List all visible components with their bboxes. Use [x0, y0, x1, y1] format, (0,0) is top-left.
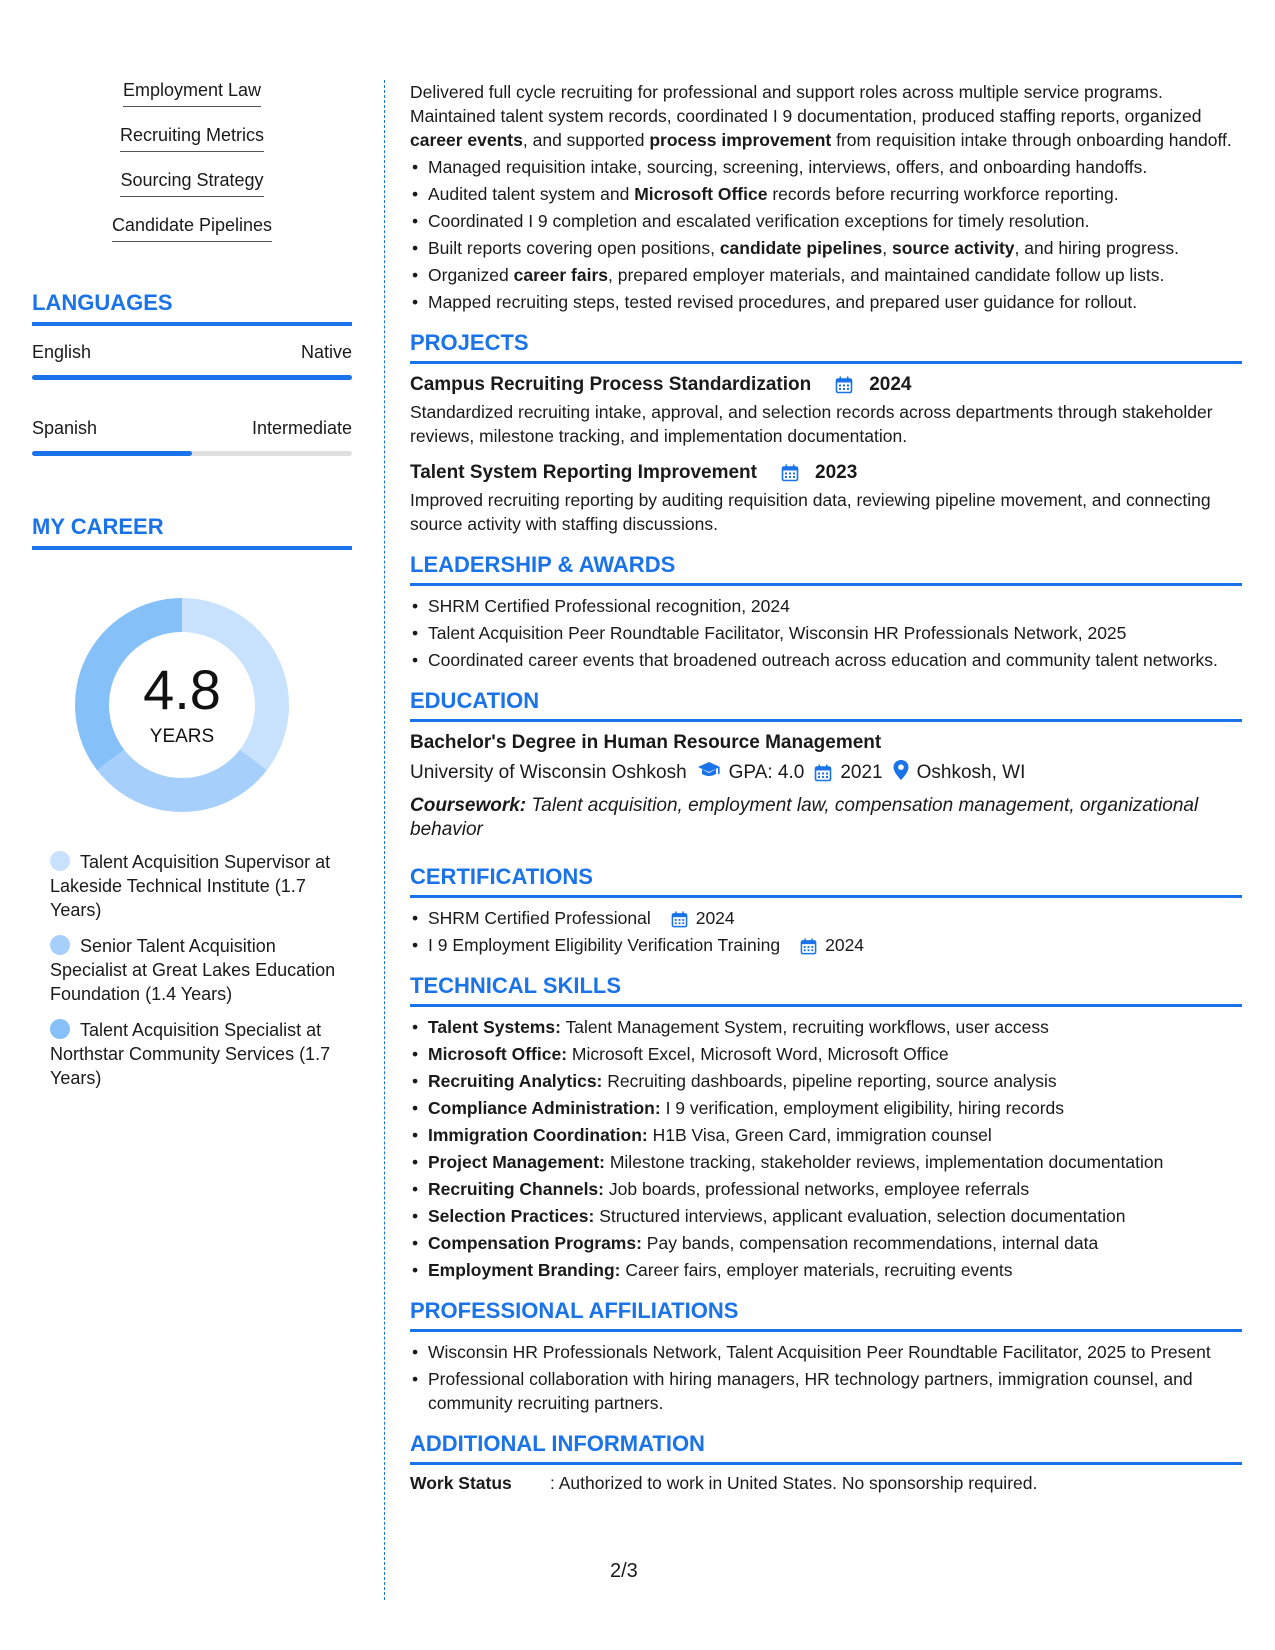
- technical-skill-item: [410, 1042, 1242, 1066]
- career-total-years: 4.8: [143, 658, 221, 721]
- education-meta: [410, 760, 1242, 786]
- experience-bullet: [410, 236, 1242, 260]
- additional-info-heading: ADDITIONAL INFORMATION: [410, 1431, 1242, 1465]
- project-description: Standardized recruiting intake, approval, and selection records across departments through stakeholder reviews, milestone tracking, and implementation documentation.: [410, 402, 1213, 446]
- technical-skill-item: [410, 1150, 1242, 1174]
- career-item-text: Talent Acquisition Supervisor at Lakeside Technical Institute (1.7 Years): [50, 852, 331, 920]
- text-run: Audited talent system and: [428, 184, 635, 204]
- skill-item: Sourcing Strategy: [120, 170, 263, 197]
- technical-skills-heading: TECHNICAL SKILLS: [410, 973, 1242, 1007]
- calendar-icon: [661, 906, 692, 930]
- career-legend-dot: [50, 935, 70, 955]
- skill-row: [32, 215, 352, 260]
- affiliation-item: • Professional collaboration with hiring managers, HR technology partners, immigration counsel, and community recruiting partners.: [410, 1367, 1242, 1415]
- skill-category: Talent Systems:: [428, 1017, 561, 1037]
- skill-category: Recruiting Channels:: [428, 1179, 604, 1199]
- language-level: Native: [300, 342, 352, 362]
- technical-skills-list: [410, 1015, 1242, 1282]
- certifications-list: [410, 906, 1242, 957]
- skill-row: [32, 125, 352, 170]
- projects-heading: PROJECTS: [410, 330, 1242, 364]
- text-run: Built reports covering open positions,: [428, 238, 720, 258]
- language-row: [32, 418, 352, 439]
- education-location: Oshkosh, WI: [916, 762, 1026, 783]
- career-heading: MY CAREER: [32, 514, 352, 550]
- bold-text: source activity: [891, 238, 1015, 258]
- location-pin-icon: [893, 760, 909, 786]
- career-legend-dot: [50, 1019, 70, 1039]
- skill-category: Compliance Administration:: [428, 1098, 661, 1118]
- text-run: Managed requisition intake, sourcing, screening, interviews, offers, and onboarding handoffs.: [428, 157, 1148, 177]
- calendar-icon: [823, 374, 861, 396]
- project-description: Improved recruiting reporting by auditing requisition data, reviewing pipeline movement, and connecting source activity with staffing discussions.: [410, 490, 1211, 534]
- bold-text: candidate pipelines: [719, 238, 883, 258]
- leadership-list: [410, 594, 1242, 672]
- language-row: [32, 342, 352, 363]
- text-run: Delivered full cycle recruiting for professional and support roles across multiple service programs. Maintained talent system records, coordinated I 9 documentation, produced staffing reports, organized: [410, 82, 1202, 126]
- leadership-item: • Talent Acquisition Peer Roundtable Facilitator, Wisconsin HR Professionals Network, 2025: [410, 621, 1242, 645]
- project-title: Talent System Reporting Improvement: [410, 462, 757, 483]
- skill-item: Candidate Pipelines: [112, 215, 272, 242]
- skill-category: Microsoft Office:: [428, 1044, 568, 1064]
- donut-center: [67, 590, 297, 820]
- language-name: English: [32, 342, 92, 362]
- technical-skill-item: [410, 1069, 1242, 1093]
- affiliations-heading: PROFESSIONAL AFFILIATIONS: [410, 1298, 1242, 1332]
- text-run: , and hiring progress.: [1014, 238, 1179, 258]
- skill-item: Recruiting Metrics: [120, 125, 264, 152]
- career-list: [32, 850, 352, 1090]
- projects-list: [410, 374, 1242, 536]
- certification-item: [410, 933, 1242, 957]
- affiliations-list: [410, 1340, 1242, 1415]
- leadership-item: • Coordinated career events that broadened outreach across education and community talent networks.: [410, 648, 1242, 672]
- text-run: Mapped recruiting steps, tested revised procedures, and prepared user guidance for rollout.: [428, 292, 1138, 312]
- skill-values: Milestone tracking, stakeholder reviews, implementation documentation: [604, 1152, 1164, 1172]
- skill-values: H1B Visa, Green Card, immigration counsel: [647, 1125, 992, 1145]
- language-name: Spanish: [32, 418, 98, 438]
- career-legend-dot: [50, 851, 70, 871]
- languages-heading: LANGUAGES: [32, 290, 352, 326]
- certification-year: 2024: [695, 908, 735, 928]
- school-name: University of Wisconsin Oshkosh: [410, 762, 687, 783]
- career-donut-chart: [67, 590, 297, 820]
- column-divider: [384, 80, 385, 1600]
- text-run: , and supported: [522, 130, 650, 150]
- text-run: , prepared employer materials, and maintained candidate follow up lists.: [608, 265, 1165, 285]
- bold-text: Microsoft Office: [634, 184, 768, 204]
- work-status-label: Work Status: [410, 1473, 512, 1493]
- bold-text: process improvement: [649, 130, 832, 150]
- project-year: 2024: [869, 374, 912, 395]
- degree-title: Bachelor's Degree in Human Resource Management: [410, 732, 882, 753]
- language-item: [32, 342, 352, 380]
- text-run: Coordinated I 9 completion and escalated verification exceptions for timely resolution.: [428, 211, 1090, 231]
- skill-values: Recruiting dashboards, pipeline reporting, source analysis: [602, 1071, 1057, 1091]
- experience-bullet: [410, 182, 1242, 206]
- calendar-icon: [790, 933, 821, 957]
- skill-values: Career fairs, employer materials, recruiting events: [620, 1260, 1013, 1280]
- left-column: [32, 80, 352, 1102]
- work-status-row: [410, 1473, 1242, 1494]
- certification-year: 2024: [825, 935, 865, 955]
- project-year: 2023: [815, 462, 858, 483]
- bold-text: career fairs: [513, 265, 608, 285]
- skill-list: [32, 80, 352, 260]
- gpa: GPA: 4.0: [728, 762, 805, 783]
- technical-skill-item: [410, 1231, 1242, 1255]
- calendar-icon: [769, 462, 807, 484]
- experience-bullet: [410, 263, 1242, 287]
- skill-category: Project Management:: [428, 1152, 605, 1172]
- page-number: 2/3: [610, 1560, 638, 1582]
- skill-values: Microsoft Excel, Microsoft Word, Microsoft Office: [567, 1044, 949, 1064]
- technical-skill-item: [410, 1204, 1242, 1228]
- skill-values: Job boards, professional networks, employee referrals: [604, 1179, 1030, 1199]
- technical-skill-item: [410, 1123, 1242, 1147]
- experience-summary: [410, 80, 1242, 152]
- experience-bullets: [410, 155, 1242, 314]
- right-column: [410, 80, 1242, 1494]
- experience-bullet: [410, 290, 1242, 314]
- skill-row: [32, 170, 352, 215]
- career-item: [50, 1018, 352, 1090]
- certification-item: [410, 906, 1242, 930]
- technical-skill-item: [410, 1096, 1242, 1120]
- skill-category: Immigration Coordination:: [428, 1125, 648, 1145]
- skill-values: Talent Management System, recruiting workflows, user access: [560, 1017, 1049, 1037]
- certification-name: • SHRM Certified Professional: [428, 908, 651, 928]
- affiliation-item: • Wisconsin HR Professionals Network, Talent Acquisition Peer Roundtable Facilitator, 2025 to Present: [410, 1340, 1242, 1364]
- language-bar: [32, 451, 352, 456]
- language-item: [32, 418, 352, 456]
- project-title-row: [410, 374, 1242, 396]
- technical-skill-item: [410, 1258, 1242, 1282]
- skill-values: I 9 verification, employment eligibility, hiring records: [660, 1098, 1065, 1118]
- skill-category: Compensation Programs:: [428, 1233, 642, 1253]
- language-bar: [32, 375, 352, 380]
- skill-item: Employment Law: [123, 80, 261, 107]
- leadership-heading: LEADERSHIP & AWARDS: [410, 552, 1242, 586]
- career-item-text: Senior Talent Acquisition Specialist at Great Lakes Education Foundation (1.4 Years): [50, 936, 336, 1004]
- graduation-year: 2021: [840, 762, 883, 783]
- coursework: [410, 794, 1242, 842]
- text-run: Organized: [428, 265, 514, 285]
- project-title-row: [410, 462, 1242, 484]
- career-item: [50, 850, 352, 922]
- skill-values: Pay bands, compensation recommendations, internal data: [641, 1233, 1099, 1253]
- language-bar-fill: [32, 451, 192, 456]
- skill-category: Employment Branding:: [428, 1260, 621, 1280]
- text-run: ,: [882, 238, 892, 258]
- certifications-heading: CERTIFICATIONS: [410, 864, 1242, 898]
- text-run: from requisition intake through onboarding handoff.: [831, 130, 1232, 150]
- experience-bullet: [410, 155, 1242, 179]
- skill-row: [32, 80, 352, 125]
- calendar-icon: [814, 762, 832, 784]
- leadership-item: • SHRM Certified Professional recognition, 2024: [410, 594, 1242, 618]
- certification-name: • I 9 Employment Eligibility Verification Training: [428, 935, 781, 955]
- career-item: [50, 934, 352, 1006]
- technical-skill-item: [410, 1177, 1242, 1201]
- languages-list: [32, 342, 352, 456]
- skill-values: Structured interviews, applicant evaluation, selection documentation: [594, 1206, 1126, 1226]
- text-run: records before recurring workforce reporting.: [767, 184, 1119, 204]
- graduation-cap-icon: [697, 761, 721, 785]
- work-status-value: : Authorized to work in United States. No sponsorship required.: [550, 1473, 1038, 1493]
- skill-category: Recruiting Analytics:: [428, 1071, 603, 1091]
- project-title: Campus Recruiting Process Standardization: [410, 374, 812, 395]
- technical-skill-item: [410, 1015, 1242, 1039]
- career-item-text: Talent Acquisition Specialist at Northstar Community Services (1.7 Years): [50, 1020, 331, 1088]
- language-bar-fill: [32, 375, 352, 380]
- experience-bullet: [410, 209, 1242, 233]
- language-level: Intermediate: [251, 418, 352, 438]
- career-years-label: YEARS: [149, 726, 215, 747]
- bold-text: career events: [410, 130, 523, 150]
- education-heading: EDUCATION: [410, 688, 1242, 722]
- skill-category: Selection Practices:: [428, 1206, 595, 1226]
- coursework-label: Coursework:: [410, 795, 527, 816]
- coursework-text: Talent acquisition, employment law, compensation management, organizational behavior: [410, 795, 1199, 840]
